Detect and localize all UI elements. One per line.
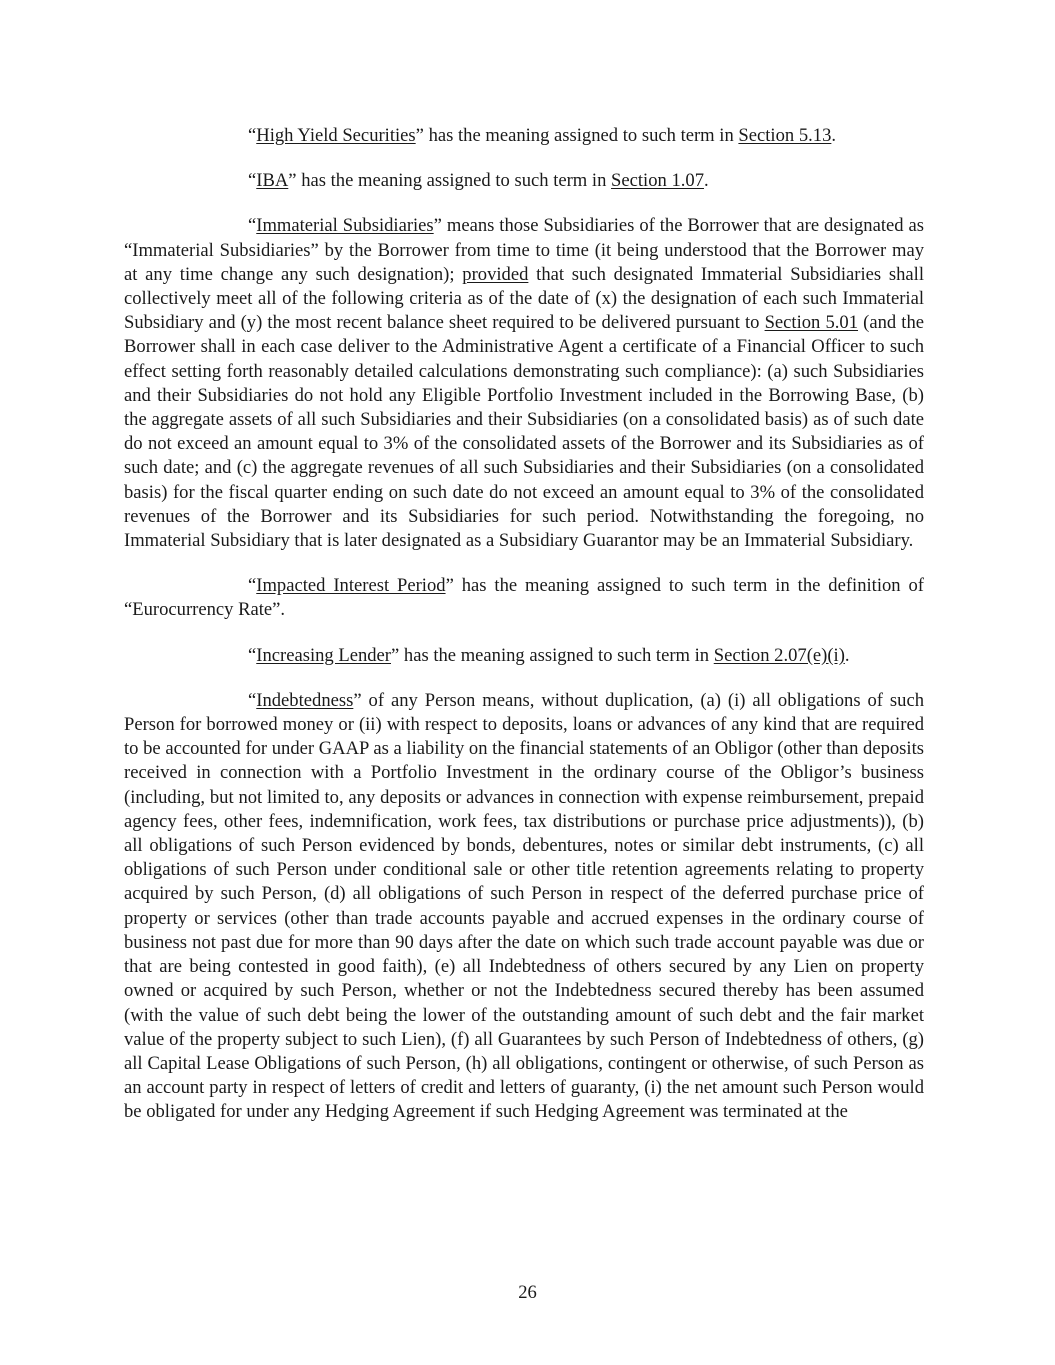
open-quote: “: [248, 215, 257, 237]
proviso-term: provided: [462, 263, 529, 285]
definition-text: ” means those Subsidiaries of the Borrower that are designated as “Immaterial Subsidiaries” by the Borrower from time to time (it being understood that the Borrower may at any time change any such designation);: [124, 215, 924, 285]
document-page: [124, 124, 924, 1125]
definition-indebtedness: [124, 689, 924, 1125]
definition-iba: [124, 169, 924, 193]
defined-term: Immaterial Subsidiaries: [256, 215, 434, 237]
definition-immaterial-subsidiaries: [124, 214, 924, 553]
definition-text: .: [831, 125, 837, 146]
definition-text: that such designated Immaterial Subsidiaries shall collectively meet all of the following criteria as of the date of (x) the designation of each such Immaterial Subsidiary and (y) the most recent balance sheet required to be delivered pursuant to: [124, 263, 924, 334]
open-quote: “: [248, 125, 257, 146]
definition-increasing-lender: [124, 644, 924, 668]
definition-text: ” has the meaning assigned to such term in: [415, 125, 739, 146]
definition-text: ” of any Person means, without duplication, (a) (i) all obligations of such Person for borrowed money or (ii) with respect to deposits, loans or advances of any kind that are required to be accounted for under GAAP as a liability on the financial statements of an Obligor (other than deposits received in connection with a Portfolio Investment in the ordinary course of the Obligor’s business (including, but not limited to, any deposits or advances in connection with expense reimbursement, prepaid agency fees, other fees, indemnification, work fees, tax distributions or purchase price adjustments)), (b) all obligations of such Person evidenced by bonds, debentures, notes or similar debt instruments, (c) all obligations of such Person under conditional sale or other title retention agreements relating to property acquired by such Person, (d) all obligations of such Person in respect of the deferred purchase price of property or services (other than trade accounts payable and accrued expenses in the ordinary course of business not past due for more than 90 days after the date on which such trade account payable was due or that are being contested in good faith), (e) all Indebtedness of others secured by any Lien on property owned or acquired by such Person, whether or not the Indebtedness secured thereby has been assumed (with the value of such debt being the lower of the outstanding amount of such debt and the fair market value of the property subject to such Lien), (f) all Guarantees by such Person of Indebtedness of others, (g) all Capital Lease Obligations of such Person, (h) all obligations, contingent or otherwise, of such Person as an account party in respect of letters of credit and letters of guaranty, (i) the net amount such Person would be obligated for under any Hedging Agreement if such Hedging Agreement was terminated at the: [124, 689, 924, 1123]
definition-text: .: [844, 644, 850, 666]
section-reference: Section 5.01: [764, 312, 859, 334]
open-quote: “: [248, 575, 257, 597]
definition-text: .: [704, 170, 709, 192]
definition-impacted-interest-period: [124, 574, 924, 622]
definition-text: ” has the meaning assigned to such term in the definition of “Eurocurrency Rate”.: [124, 575, 924, 621]
defined-term: IBA: [256, 170, 289, 192]
defined-term: Increasing Lender: [256, 644, 391, 666]
defined-term: Impacted Interest Period: [256, 575, 446, 597]
open-quote: “: [248, 644, 257, 666]
section-reference: Section 1.07: [611, 170, 704, 192]
defined-term: Indebtedness: [256, 689, 354, 711]
definition-text: ” has the meaning assigned to such term in: [391, 644, 714, 666]
section-reference: Section 2.07(e)(i): [713, 644, 845, 666]
defined-term: High Yield Securities: [256, 125, 416, 146]
open-quote: “: [248, 689, 257, 711]
section-reference: Section 5.13: [738, 125, 832, 146]
definition-text: ” has the meaning assigned to such term in: [288, 170, 612, 192]
definition-high-yield-securities: [124, 124, 924, 148]
open-quote: “: [248, 170, 257, 192]
definition-text: (and the Borrower shall in each case deliver to the Administrative Agent a certificate of a Financial Officer to such effect setting forth reasonably detailed calculations demonstrating such compliance): (a) such Subsidiaries and their Subsidiaries do not hold any Eligible Portfolio Investment included in the Borrowing Base, (b) the aggregate assets of all such Subsidiaries and their Subsidiaries (on a consolidated basis) as of such date do not exceed an amount equal to 3% of the consolidated assets of the Borrower and its Subsidiaries as of such date; and (c) the aggregate revenues of all such Subsidiaries and their Subsidiaries (on a consolidated basis) for the fiscal quarter ending on such date do not exceed an amount equal to 3% of the consolidated revenues of the Borrower and its Subsidiaries for such period. Notwithstanding the foregoing, no Immaterial Subsidiary that is later designated as a Subsidiary Guarantor may be an Immaterial Subsidiary.: [124, 312, 924, 552]
page-number: 26: [518, 1282, 537, 1303]
